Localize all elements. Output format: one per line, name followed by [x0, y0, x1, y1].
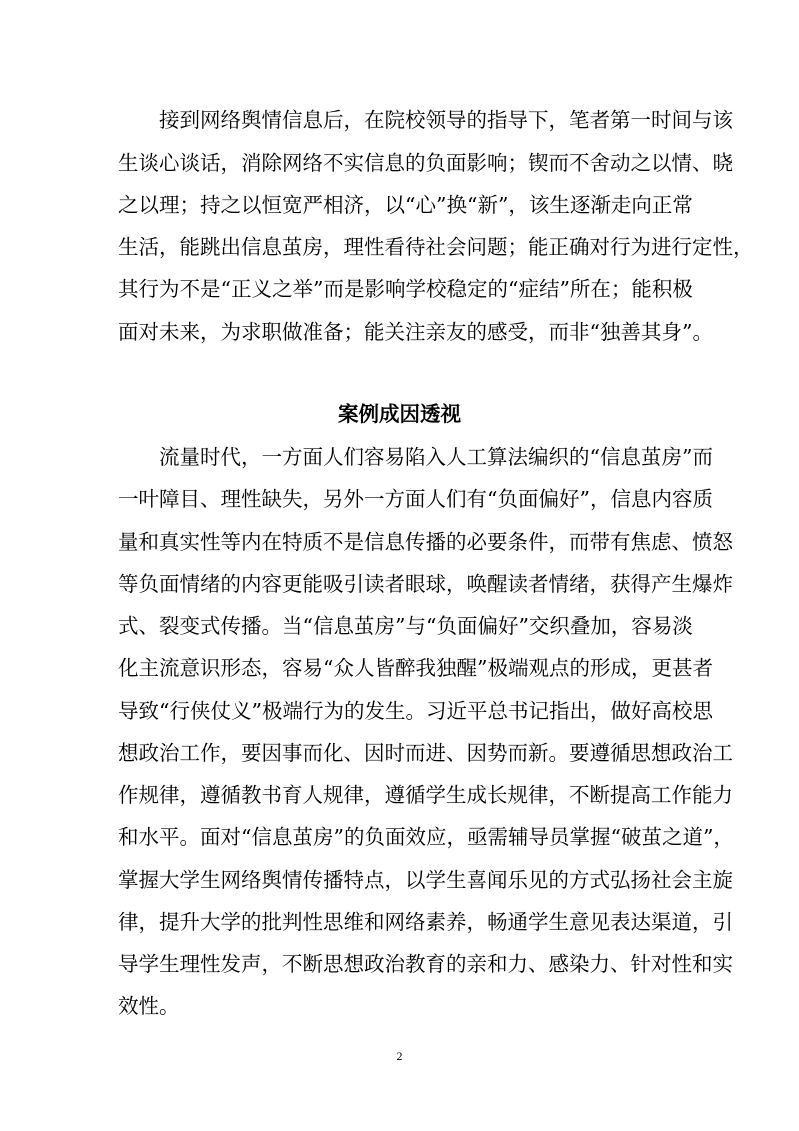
paragraph-line: 和水平。面对“信息茧房”的负面效应，亟需辅导员掌握“破茧之道”， [118, 825, 734, 849]
paragraph-line: 一叶障目、理性缺失，另外一方面人们有“负面偏好”，信息内容质 [118, 487, 713, 511]
paragraph-line: 等负面情绪的内容更能吸引读者眼球，唤醒读者情绪，获得产生爆炸 [118, 572, 733, 596]
paragraph-line: 导学生理性发声，不断思想政治教育的亲和力、感染力、针对性和实 [118, 952, 733, 976]
paragraph-line: 流量时代，一方面人们容易陷入人工算法编织的“信息茧房”而 [159, 445, 713, 469]
paragraph-line: 式、裂变式传播。当“信息茧房”与“负面偏好”交织叠加，容易淡 [118, 614, 693, 638]
paragraph-line: 想政治工作，要因事而化、因时而进、因势而新。要遵循思想政治工 [118, 741, 733, 765]
paragraph-line: 掌握大学生网络舆情传播特点，以学生喜闻乐见的方式弘扬社会主旋 [118, 868, 733, 892]
paragraph-line: 其行为不是“正义之举”而是影响学校稳定的“症结”所在；能积极 [118, 277, 693, 301]
paragraph-line: 生活，能跳出信息茧房，理性看待社会问题；能正确对行为进行定性， [118, 235, 754, 259]
section-heading: 案例成因透视 [338, 402, 461, 426]
paragraph-line: 效性。 [118, 994, 180, 1018]
paragraph-line: 量和真实性等内在特质不是信息传播的必要条件，而带有焦虑、愤怒 [118, 530, 733, 554]
paragraph-line: 之以理；持之以恒宽严相济，以“心”换“新”，该生逐渐走向正常 [118, 193, 693, 217]
paragraph-line: 化主流意识形态，容易“众人皆醉我独醒”极端观点的形成，更甚者 [118, 656, 713, 680]
paragraph-line: 接到网络舆情信息后，在院校领导的指导下，笔者第一时间与该 [159, 108, 733, 132]
paragraph-line: 导致“行侠仗义”极端行为的发生。习近平总书记指出，做好高校思 [118, 699, 713, 723]
paragraph-line: 作规律，遵循教书育人规律，遵循学生成长规律，不断提高工作能力 [118, 783, 733, 807]
paragraph-line: 生谈心谈话，消除网络不实信息的负面影响；锲而不舍动之以情、晓 [118, 151, 733, 175]
page-number: 2 [396, 1049, 403, 1063]
paragraph-line: 律，提升大学的批判性思维和网络素养，畅通学生意见表达渠道，引 [118, 910, 733, 934]
paragraph-line: 面对未来，为求职做准备；能关注亲友的感受，而非“独善其身”。 [118, 320, 713, 344]
